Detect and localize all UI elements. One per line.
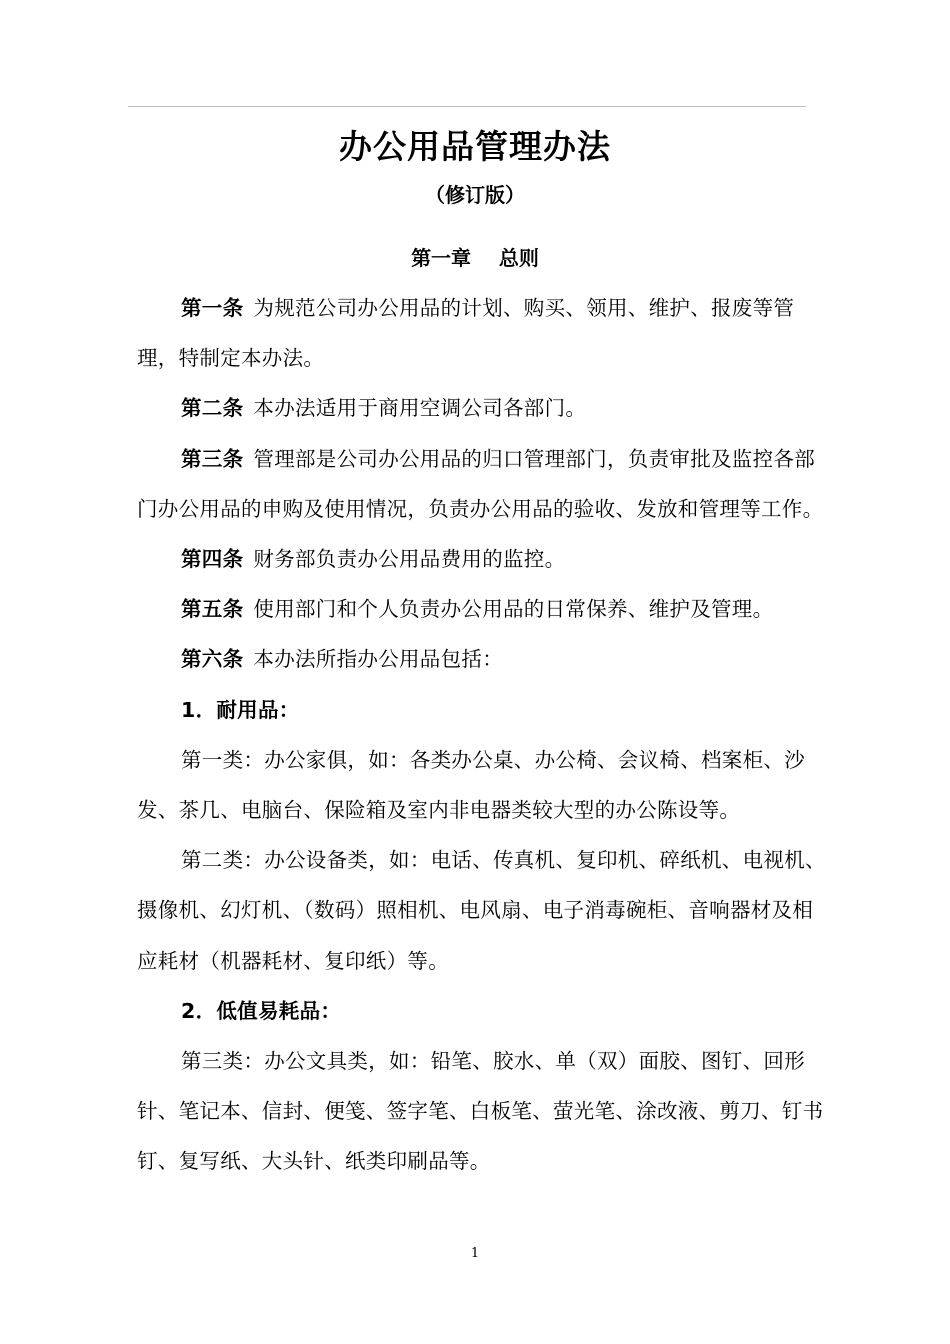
article-2 xyxy=(137,383,827,433)
category-3: 第三类：办公文具类，如：铅笔、胶水、单（双）面胶、图钉、回形针、笔记本、信封、便笺、签字笔、白板笔、萤光笔、涂改液、剪刀、钉书钉、复写纸、大头针、纸类印刷品等。 xyxy=(137,1049,824,1174)
article-text: 本办法适用于商用空调公司各部门。 xyxy=(253,396,587,421)
article-1 xyxy=(137,283,827,383)
document-subtitle: （修订版） xyxy=(425,183,525,207)
article-label: 第二条 xyxy=(181,396,244,421)
article-label: 第五条 xyxy=(181,597,244,622)
article-text: 财务部负责办公用品费用的监控。 xyxy=(253,547,566,572)
article-label: 第六条 xyxy=(181,647,244,672)
chapter-heading: 第一章 总则 xyxy=(411,246,539,270)
article-6 xyxy=(137,634,827,684)
article-label: 第一条 xyxy=(181,296,244,320)
page-number: 1 xyxy=(470,1246,480,1261)
article-text: 使用部门和个人负责办公用品的日常保养、维护及管理。 xyxy=(253,597,774,622)
section-heading-durable: 1．耐用品： xyxy=(181,697,300,722)
article-5 xyxy=(137,584,827,634)
article-label: 第四条 xyxy=(181,547,244,572)
header-rule xyxy=(128,106,806,107)
category-2: 第二类：办公设备类，如：电话、传真机、复印机、碎纸机、电视机、摄像机、幻灯机、（数码）照相机、电风扇、电子消毒碗柜、音响器材及相应耗材（机器耗材、复印纸）等。 xyxy=(137,848,826,973)
category-1: 第一类：办公家俱，如：各类办公桌、办公椅、会议椅、档案柜、沙发、茶几、电脑台、保险箱及室内非电器类较大型的办公陈设等。 xyxy=(137,747,805,823)
article-4 xyxy=(137,534,827,584)
document-body xyxy=(137,283,827,1187)
article-label: 第三条 xyxy=(181,446,244,471)
article-3 xyxy=(137,434,827,534)
section-heading-consumables: 2．低值易耗品： xyxy=(181,998,342,1023)
article-text: 管理部是公司办公用品的归口管理部门，负责审批及监控各部门办公用品的申购及使用情况，负责办公用品的验收、发放和管理等工作。 xyxy=(137,446,824,521)
article-text: 本办法所指办公用品包括： xyxy=(253,647,504,672)
article-text: 为规范公司办公用品的计划、购买、领用、维护、报废等管理，特制定本办法。 xyxy=(137,296,795,371)
document-title: 办公用品管理办法 xyxy=(339,127,611,166)
